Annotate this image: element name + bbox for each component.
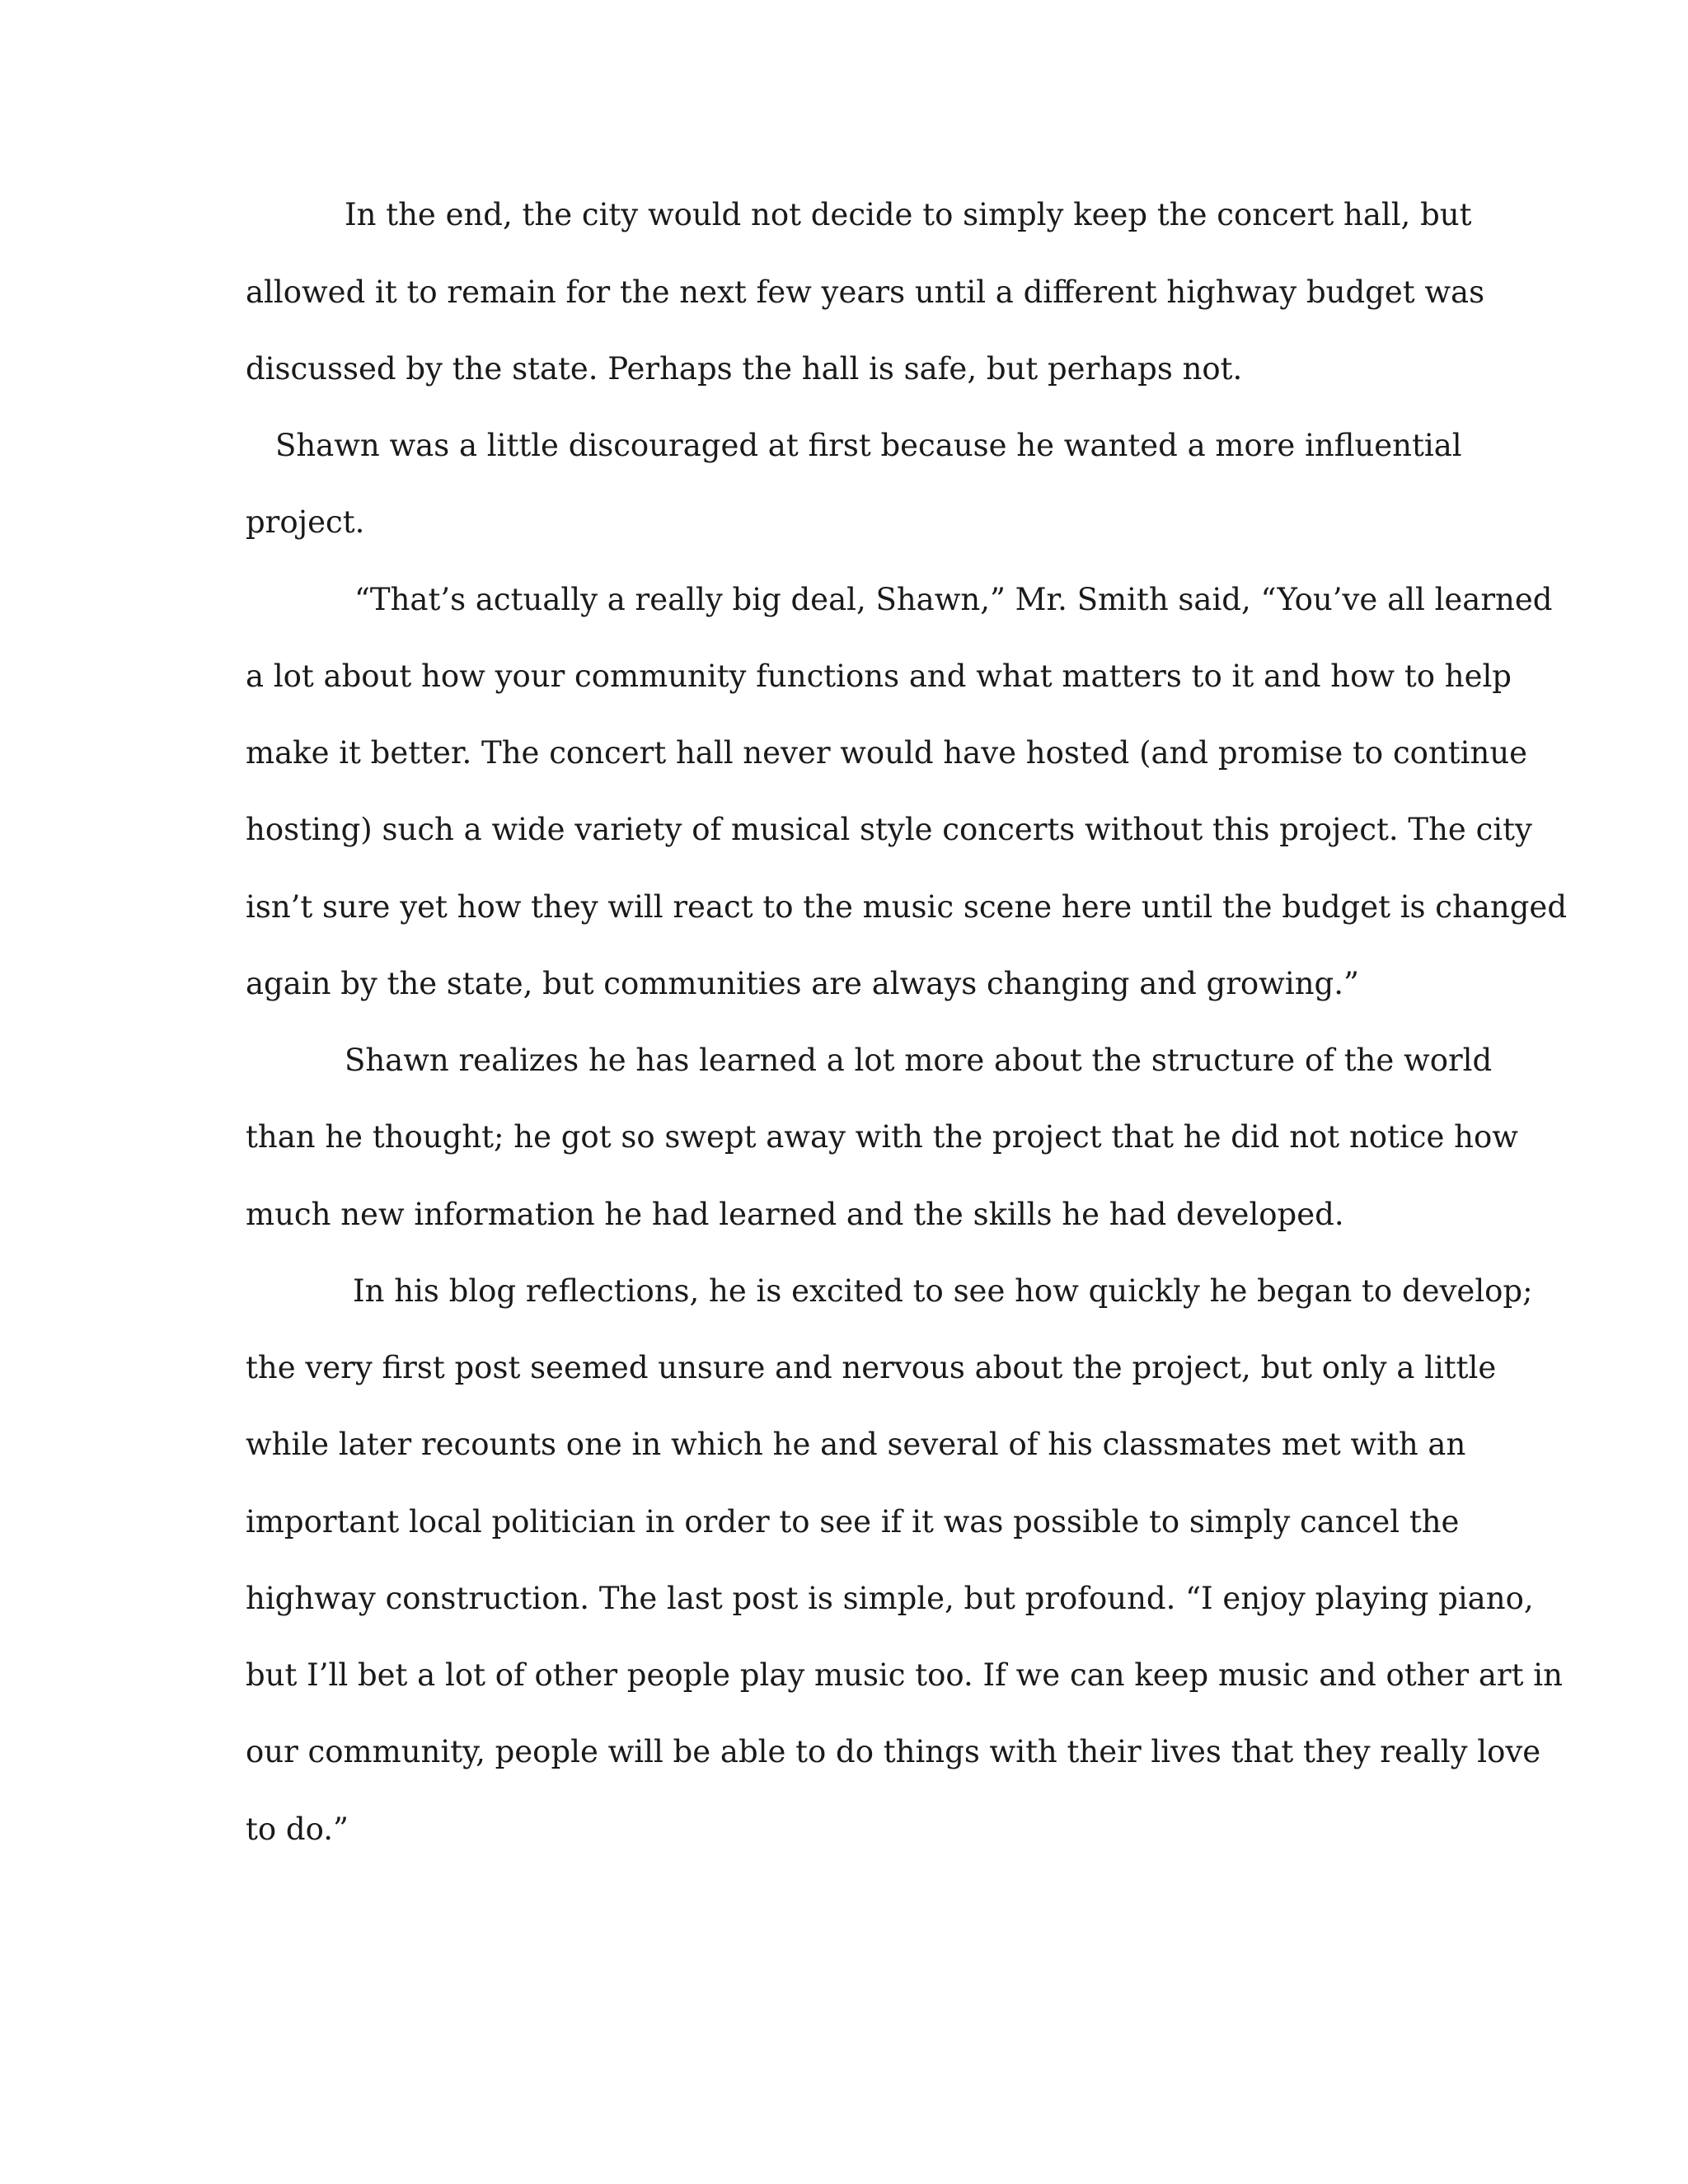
text-line: Shawn realizes he has learned a lot more about the structure of the world — [345, 1043, 1493, 1078]
text-line: make it better. The concert hall never would have hosted (and promise to continue — [246, 735, 1528, 771]
text-line: “That’s actually a really big deal, Shawn,” Mr. Smith said, “You’ve all learned — [354, 582, 1553, 617]
text-line: allowed it to remain for the next few years until a different highway budget was — [246, 274, 1485, 310]
text-line: while later recounts one in which he and several of his classmates met with an — [246, 1427, 1466, 1462]
text-line: In the end, the city would not decide to simply keep the concert hall, but — [345, 197, 1472, 232]
text-line: the very first post seemed unsure and nervous about the project, but only a little — [246, 1350, 1497, 1385]
text-line: project. — [246, 504, 365, 540]
text-line: hosting) such a wide variety of musical style concerts without this project. The city — [246, 812, 1532, 847]
text-line: In his blog reflections, he is excited to see how quickly he began to develop; — [353, 1273, 1533, 1309]
text-line: discussed by the state. Perhaps the hall is safe, but perhaps not. — [246, 351, 1243, 387]
text-line: much new information he had learned and the skills he had developed. — [246, 1197, 1344, 1232]
text-line: but I’ll bet a lot of other people play music too. If we can keep music and other art in — [246, 1657, 1563, 1693]
text-line: than he thought; he got so swept away with the project that he did not notice how — [246, 1119, 1518, 1155]
text-line: a lot about how your community functions and what matters to it and how to help — [246, 658, 1512, 694]
text-line: again by the state, but communities are always changing and growing.” — [246, 966, 1359, 1001]
text-line: important local politician in order to see if it was possible to simply cancel the — [246, 1504, 1460, 1540]
text-line: to do.” — [246, 1811, 349, 1847]
text-line: highway construction. The last post is simple, but profound. “I enjoy playing piano, — [246, 1581, 1534, 1616]
text-line: our community, people will be able to do things with their lives that they really love — [246, 1734, 1541, 1769]
text-line: Shawn was a little discouraged at first because he wanted a more influential — [275, 428, 1462, 463]
text-line: isn’t sure yet how they will react to the music scene here until the budget is changed — [246, 889, 1568, 925]
